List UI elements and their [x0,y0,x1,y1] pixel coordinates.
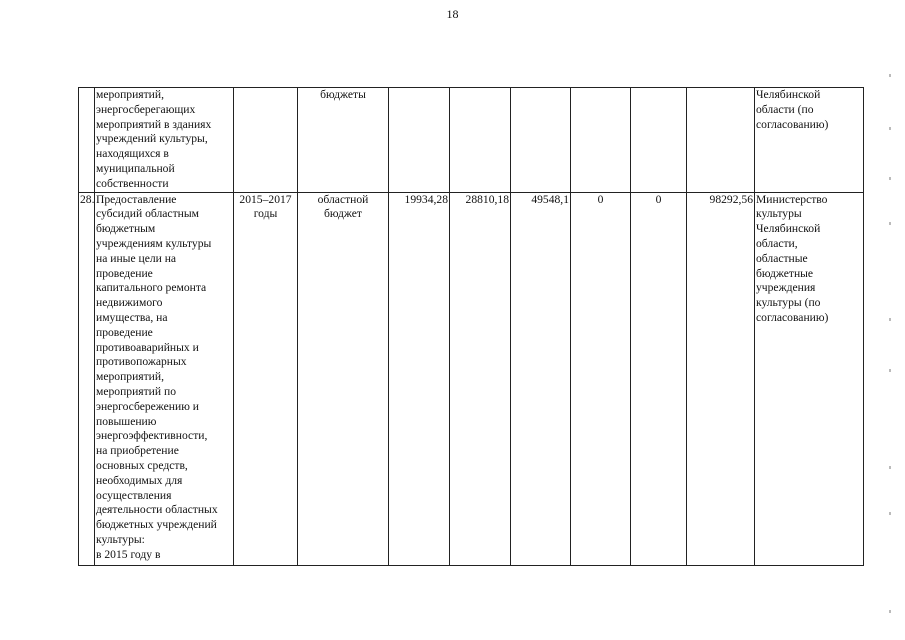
value-2016 [450,88,511,193]
measure-name: Предоставление субсидий областным бюджетным учреждениям культуры на иные цели на проведение капитального ремонта недвижимого имущества, на проведение противоаварийных и противопожарных мероприятий, мероприятий по энергосбережению и повышению энергоэффективности, на приобретение основных средств, необходимых для осуществления деятельности областных бюджетных учреждений культуры: в 2015 году в [95,192,234,565]
period [234,88,298,193]
row-number [79,88,95,193]
row-number: 28. [79,192,95,565]
period: 2015–2017 годы [234,192,298,565]
executor: Министерство культуры Челябинской области, областные бюджетные учреждения культуры (по согласованию) [755,192,864,565]
value-2017: 49548,1 [511,192,571,565]
value-2015: 19934,28 [389,192,450,565]
scan-mark [889,512,891,515]
scan-mark [889,127,891,130]
funding-source: областной бюджет [298,192,389,565]
value-2015 [389,88,450,193]
value-2017 [511,88,571,193]
value-2016: 28810,18 [450,192,511,565]
table-row [79,192,864,565]
value-col-5: 0 [631,192,687,565]
value-total: 98292,56 [687,192,755,565]
scan-mark [889,222,891,225]
value-col-4: 0 [571,192,631,565]
funding-source: бюджеты [298,88,389,193]
page-number: 18 [446,7,459,21]
scan-mark [889,318,891,321]
scan-mark [889,177,891,180]
value-col-4 [571,88,631,193]
scan-mark [889,74,891,77]
measure-name: мероприятий, энергосберегающих мероприятий в зданиях учреждений культуры, находящихся в муниципальной собственности [95,88,234,193]
scan-mark [889,369,891,372]
value-col-5 [631,88,687,193]
scan-mark [889,610,891,613]
value-total [687,88,755,193]
executor: Челябинской области (по согласованию) [755,88,864,193]
scan-mark [889,466,891,469]
table-row [79,88,864,193]
program-table [78,87,864,566]
